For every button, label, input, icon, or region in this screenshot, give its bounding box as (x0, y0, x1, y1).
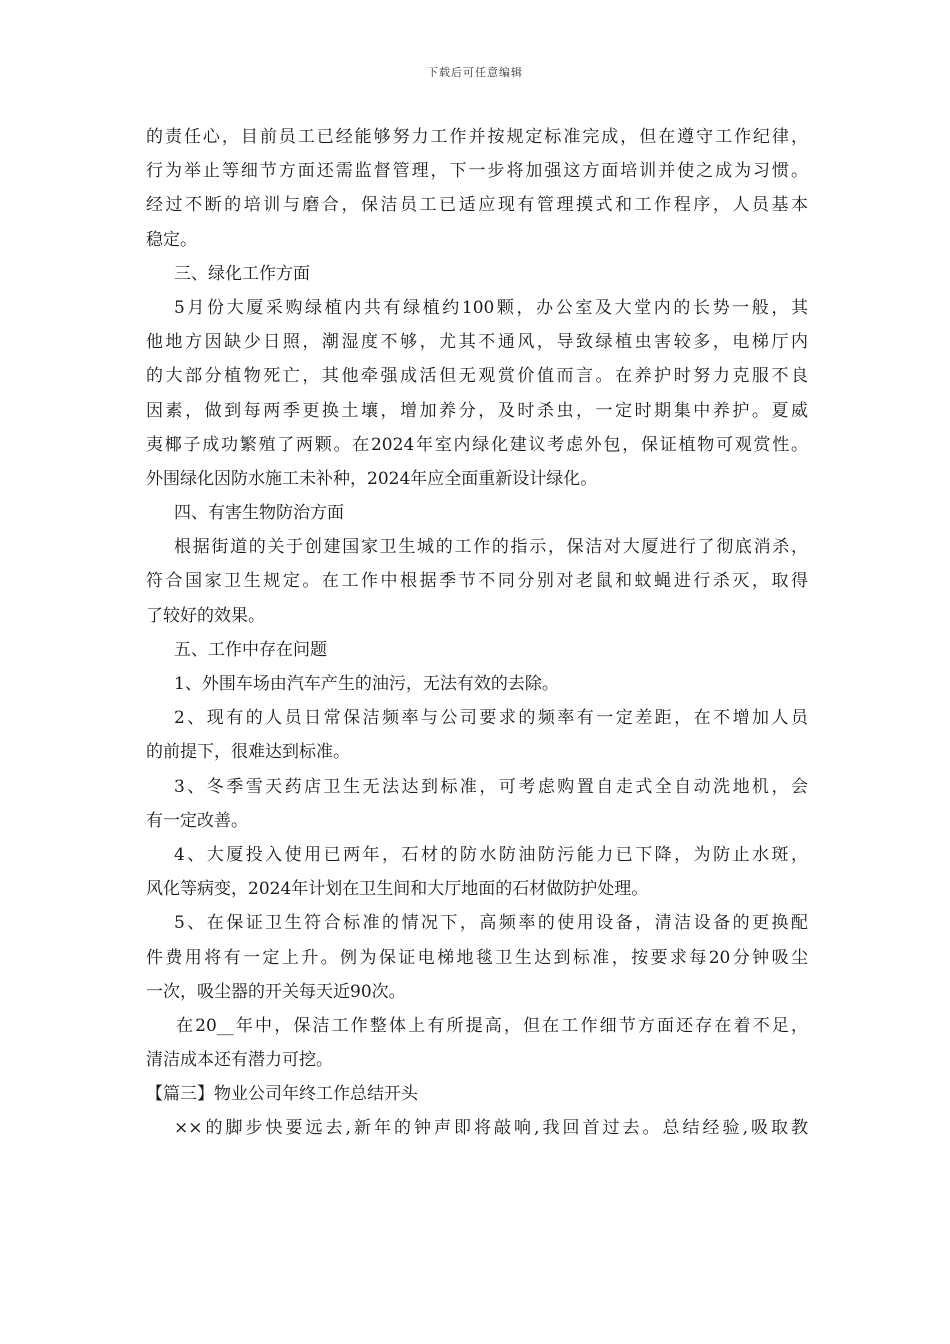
text-line: ××的脚步快要远去,新年的钟声即将敲响,我回首过去。总结经验,吸取教 (174, 1118, 808, 1139)
text-line: 的责任心，目前员工已经能够努力工作并按规定标准完成，但在遵守工作纪律， (146, 127, 808, 147)
text-line: 稳定。 (146, 229, 197, 250)
text-line: 件费用将有一定上升。例为保证电梯地毯卫生达到标准，按要求每20分钟吸尘 (146, 947, 808, 968)
text-line: 他地方因缺少日照，潮湿度不够，尤其不通风，导致绿植虫害较多，电梯厅内 (146, 332, 808, 353)
text-line: 三、绿化工作方面 (174, 263, 310, 284)
text-line: 风化等病变，2024年计划在卫生间和大厅地面的石材做防护处理。 (146, 879, 649, 900)
text-line: 5、在保证卫生符合标准的情况下，高频率的使用设备，清洁设备的更换配 (174, 913, 808, 934)
text-line: 因素，做到每两季更换土壤，增加养分，及时杀虫，一定时期集中养护。夏威 (146, 400, 808, 421)
text-line: 符合国家卫生规定。在工作中根据季节不同分别对老鼠和蚊蝇进行杀灭，取得 (146, 571, 808, 592)
text-line: 2、现有的人员日常保洁频率与公司要求的频率有一定差距，在不增加人员 (174, 708, 808, 729)
text-line: 根据街道的关于创建国家卫生城的工作的指示，保洁对大厦进行了彻底消杀， (174, 537, 808, 558)
text-line: 的大部分植物死亡，其他牵强成活但无观赏价值而言。在养护时努力克服不良 (146, 366, 808, 387)
text-line: 五、工作中存在问题 (174, 639, 327, 660)
text-line: 1、外围车场由汽车产生的油污，无法有效的去除。 (174, 674, 559, 694)
text-line: 5月份大厦采购绿植内共有绿植约100颗，办公室及大堂内的长势一般，其 (174, 297, 808, 318)
text-line: 四、有害生物防治方面 (174, 503, 344, 524)
text-line: 夷椰子成功繁殖了两颗。在2024年室内绿化建议考虑外包，保证植物可观赏性。 (146, 434, 808, 455)
text-line: 外围绿化因防水施工未补种，2024年应全面重新设计绿化。 (146, 468, 598, 489)
text-line: 【篇三】物业公司年终工作总结开头 (146, 1084, 418, 1105)
text-line: 一次，吸尘器的开关每天近90次。 (146, 981, 406, 1002)
text-line: 行为举止等细节方面还需监督管理，下一步将加强这方面培训并使之成为习惯。 (146, 161, 808, 182)
page-header: 下载后可任意编辑 (427, 66, 523, 79)
text-line: 4、大厦投入使用已两年，石材的防水防油防污能力已下降，为防止水斑， (174, 844, 808, 865)
text-line: 了较好的效果。 (146, 605, 265, 626)
text-line: 清洁成本还有潜力可挖。 (146, 1050, 333, 1071)
text-line: 3、冬季雪天药店卫生无法达到标准，可考虑购置自走式全自动洗地机，会 (174, 776, 808, 797)
text-line: 有一定改善。 (146, 810, 248, 831)
text-line: 经过不断的培训与磨合，保洁员工已适应现有管理摸式和工作程序，人员基本 (146, 195, 808, 216)
document-body (146, 120, 808, 1146)
text-line: 在20__年中，保洁工作整体上有所提高，但在工作细节方面还存在着不足， (176, 1015, 808, 1036)
text-line: 的前提下，很难达到标准。 (146, 742, 350, 763)
